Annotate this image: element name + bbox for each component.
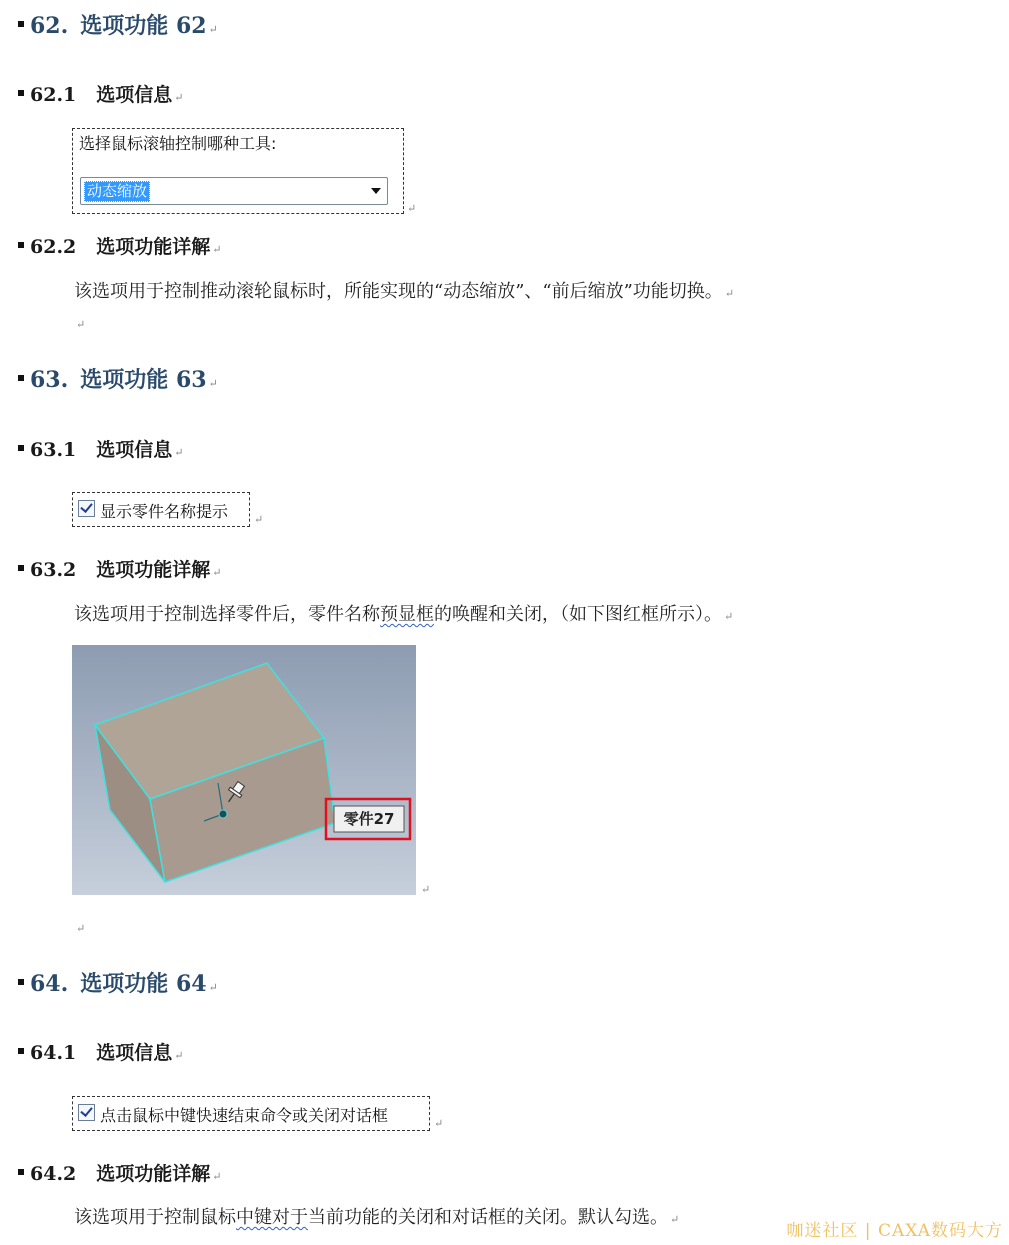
bullet-icon: [18, 565, 24, 571]
paragraph-63: 该选项用于控制选择零件后，零件名称预显框的唤醒和关闭，（如下图红框所示）。 ↵: [74, 604, 734, 625]
part-name-tooltip: 零件27: [343, 810, 395, 828]
paragraph-62: 该选项用于控制推动滚轮鼠标时，所能实现的“动态缩放”、“前后缩放”功能切换。 ↵: [74, 281, 735, 302]
bullet-icon: [18, 375, 24, 381]
heading-63: 63. 选项功能 63 ↵: [18, 366, 218, 398]
bullet-icon: [18, 21, 24, 27]
box-part-illustration: [72, 645, 416, 895]
bullet-icon: [18, 445, 24, 451]
scroll-tool-select[interactable]: [80, 177, 388, 205]
paragraph-mark: ↵: [254, 513, 264, 526]
bullet-icon: [18, 979, 24, 985]
paragraph-mark: ↵: [421, 883, 431, 896]
option-panel-63: [72, 492, 250, 527]
heading-62: 62. 选项功能 62 ↵: [18, 12, 218, 44]
middle-click-close-checkbox[interactable]: [78, 1104, 95, 1121]
heading-63-2: 63.2 选项功能详解 ↵: [18, 557, 222, 586]
heading-64: 64. 选项功能 64 ↵: [18, 970, 218, 1002]
bullet-icon: [18, 1048, 24, 1054]
part-preview-figure: [72, 645, 416, 895]
paragraph-mark: ↵: [407, 202, 417, 215]
paragraph-mark: ↵: [76, 318, 86, 331]
option-panel-62: [72, 128, 404, 214]
scroll-tool-label: 选择鼠标滚轴控制哪种工具:: [79, 134, 277, 153]
heading-64-2: 64.2 选项功能详解 ↵: [18, 1161, 222, 1190]
heading-62-2: 62.2 选项功能详解 ↵: [18, 234, 222, 263]
show-part-name-label: 显示零件名称提示: [100, 502, 229, 521]
paragraph-mark: ↵: [76, 922, 86, 935]
bullet-icon: [18, 242, 24, 248]
heading-63-1: 63.1 选项信息 ↵: [18, 437, 184, 466]
heading-62-1: 62.1 选项信息 ↵: [18, 82, 184, 111]
heading-64-1: 64.1 选项信息 ↵: [18, 1040, 184, 1069]
bullet-icon: [18, 1169, 24, 1175]
bullet-icon: [18, 90, 24, 96]
combo-selected-value: 动态缩放: [84, 181, 150, 202]
watermark: 咖迷社区 | CAXA数码大方: [786, 1221, 1003, 1241]
show-part-name-checkbox[interactable]: [78, 500, 95, 517]
middle-click-close-label: 点击鼠标中键快速结束命令或关闭对话框: [100, 1106, 389, 1125]
chevron-down-icon[interactable]: [371, 188, 381, 194]
paragraph-64: 该选项用于控制鼠标中键对于当前功能的关闭和对话框的关闭。默认勾选。 ↵: [74, 1207, 680, 1228]
option-panel-64: [72, 1096, 430, 1131]
paragraph-mark: ↵: [434, 1117, 444, 1130]
